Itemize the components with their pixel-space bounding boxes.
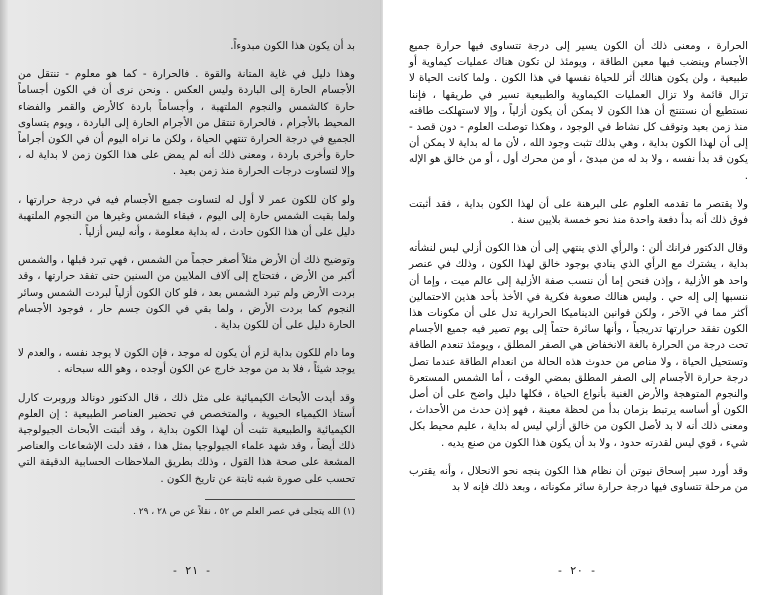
page-number-left: - ٢١ -	[171, 564, 212, 577]
left-paragraph: ولو كان للكون عمر لا أول له لتساوت جميع الأجسام فيه في درجة حرارتها ، ولما بقيت الشمس حارة إلى اليوم ، فبقاء الشمس وغيرها من النجوم الملتهبة دليل على أن هذا الكون حادث ، له بداية معلومة ، وأنه ليس أزلياً .	[18, 193, 355, 239]
right-page	[383, 0, 770, 595]
page-number-right: - ٢٠ -	[556, 564, 597, 577]
footnote-rule	[205, 499, 355, 500]
right-paragraph: وقد أورد سير إسحاق نيوتن أن نظام هذا الكون ينجه نحو الانحلال ، وأنه يقترب من مرحلة تتساوى فيها درجة حرارة سائر مكوناته ، وبعد ذلك فإنه لا بد	[409, 464, 748, 494]
right-paragraph: الحرارة ، ومعنى ذلك أن الكون يسير إلى درجة تتساوى فيها حرارة جميع الأجسام وينضب فيها معين الطاقة ، ويومئذ لن تكون هناك عمليات كيماوية أو طبيعية ، ولن يكون هنالك أثر للحياة نفسها في هذا الكون . ولما كانت الحياة لا تزال قائمة ولا تزال العمليات الكيماوية والطبيعية تسير في طريقها ، فإننا نستطيع أن نستنتج أن هذا الكون لا يمكن أن يكون أزلياً ، وإلا لاستهلكت طاقته منذ زمن بعيد وتوقف كل نشاط في الوجود ، وهكذا توصلت العلوم - دون قصد - إلى أن لهذا الكون بداية ، وهي بذلك تثبت وجود الله ، لأن ما له بداية لا يمكن أن يكون قد بدأ نفسه ، ولا بد له من مبدئ ، أو من محرك أول ، أو من خالق هو الإله .	[409, 40, 748, 182]
left-paragraph: وما دام للكون بداية لزم أن يكون له موجد ، فإن الكون لا يوجد نفسه ، والعدم لا يوجد شيئاً ، فلا بد من موجد خارج عن الكون أوجده ، وهو الله سبحانه .	[18, 347, 355, 376]
left-paragraph: وقد أيدت الأبحاث الكيميائية على مثل ذلك ، قال الدكتور دونالد وروبرت كارل أستاذ الكيمياء الحيوية ، والمتخصص في تحضير العناصر الطبيعية : إن العلوم الكيميائية والطبيعية تثبت أن لهذا الكون بداية ، وقد أثبتت الأبحاث الجيولوجية ذلك أيضاً ، وقد شهد علماء الجيولوجيا بمثل هذا ، فقد دلت الإشعاعات والعناصر المشعة على صحة هذا القول ، وذلك بطريق الملاحظات الحسابية الدقيقة التي تحسب على صورة شبه ثابتة عن تاريخ الكون .	[18, 391, 355, 485]
left-page	[0, 0, 383, 595]
footnote: (١) الله يتجلى في عصر العلم ص ٥٢ ، نقلاً عن ص ٢٨ ، ٢٩ .	[133, 506, 355, 517]
right-paragraph: وقال الدكتور فرانك ألن : والرأي الذي ينتهي إلى أن هذا الكون أزلي ليس لنشأته بداية ، يشترك مع الرأي الذي ينادي بوجود خالق لهذا الكون ، وذلك في عنصر واحد هو الأزلية ، وإذن فنحن إما أن ننسب صفة الأزلية إلى عالم ميت ، وإما أن ننسبها إلى إله حي . وليس هنالك صعوبة فكرية في الأخذ بأحد هذين الاحتمالين أكثر مما في الآخر ، ولكن قوانين الديناميكا الحرارية تدل على أن مكونات هذا الكون تفقد حرارتها تدريجياً ، وأنها سائرة حتماً إلى يوم تصير فيه جميع الأجسام تحت درجة من الحرارة بالغة الانخفاض هي الصفر المطلق ، ويومئذ تنعدم الطاقة وتستحيل الحياة ، ولا مناص من حدوث هذه الحالة من انعدام الطاقة عندما تصل درجة حرارة الأجسام إلى الصفر المطلق بمضي الوقت ، أما الشمس المستعرة والنجوم المتوهجة والأرض الغنية بأنواع الحياة ، فكلها دليل واضح على أن أصل الكون أو أساسه يرتبط بزمان بدأ من لحظة معينة ، فهو إذن حدث من الأحداث ، ومعنى ذلك أنه لا بد لأصل الكون من خالق أزلي ليس له بداية ، عليم محيط بكل شيء ، قوي ليس لقدرته حدود ، ولا بد أن يكون هذا الكون من صنع يديه .	[409, 242, 748, 449]
left-paragraph: وتوضيح ذلك أن الأرض مثلاً أصغر حجماً من الشمس ، فهي تبرد قبلها ، والشمس أكبر من الأرض ، فتحتاج إلى آلاف الملايين من السنين حتى تفقد حرارتها ، وقد بردت الأرض ولم تبرد الشمس بعد ، فلو كان الكون أزلياً لبردت الشمس وسائر النجوم كما بردت الأرض ، ولما بقي في الكون جسم حار ، فوجود الأجسام الحارة دليل على أن للكون بداية .	[18, 254, 355, 332]
left-paragraph: بد أن يكون هذا الكون مبدوءاً.	[230, 40, 355, 52]
right-paragraph: ولا يقتصر ما تقدمه العلوم على البرهنة على أن لهذا الكون بداية ، فقد أثبتت فوق ذلك أنه بدأ دفعة واحدة منذ نحو خمسة بلايين سنة .	[409, 197, 748, 227]
left-paragraph: وهذا دليل في غاية المتانة والقوة . فالحرارة - كما هو معلوم - تنتقل من الأجسام الحارة إلى الباردة وليس العكس . ونحن نرى أن في الكون أجساماً حارة كالشمس والنجوم الملتهبة ، وأجساماً باردة كالأرض والقمر والفضاء المحيط بالأجرام ، فالحرارة تنتقل من الأجرام الحارة إلى الباردة ، ويوم يتساوى الجميع في درجة الحرارة تنتهي الحياة ، ولكن ما نراه اليوم أن في الكون أجراماً حارة وأخرى باردة ، ومعنى ذلك أنه لم يمض على هذا الكون زمن لا بداية له ، وإلا لتساوت درجات الحرارة منذ زمن بعيد .	[18, 68, 355, 178]
